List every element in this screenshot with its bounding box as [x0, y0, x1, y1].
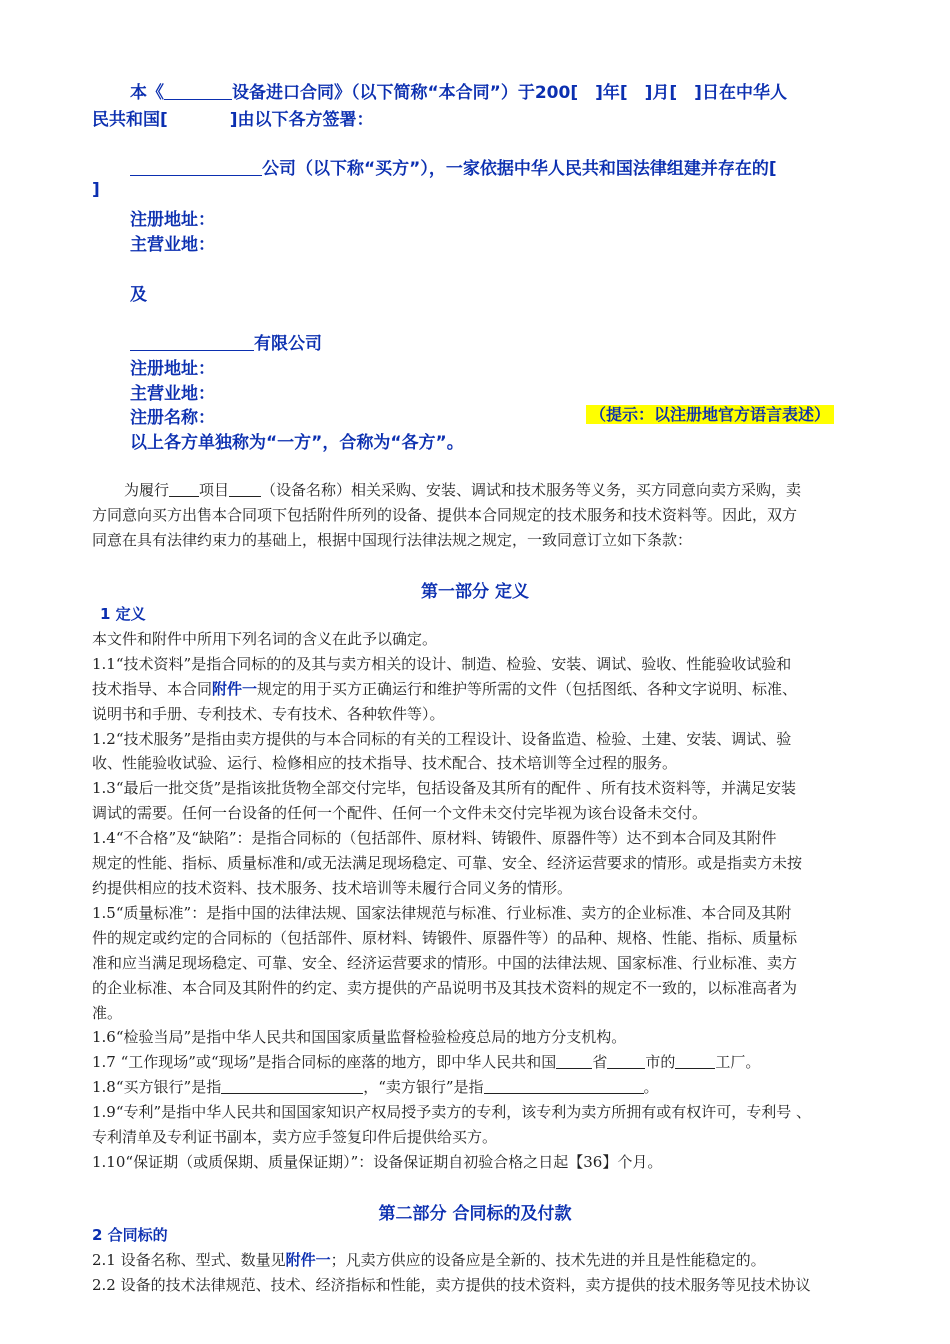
def-line: 调试的需要。任何一台设备的任何一个配件、任何一个文件未交付完毕视为该台设备未交付。	[92, 804, 708, 822]
preamble-line-1: 为履行 项目 （设备名称）相关采购、安装、调试和技术服务等义务，买方同意向卖方采购，卖	[124, 481, 802, 499]
part1-section: 1 定义	[100, 605, 146, 623]
seller-name-line: 有限公司	[130, 329, 322, 354]
def-line: 准。	[92, 1004, 123, 1022]
part2-title: 第二部分 合同标的及付款	[378, 1204, 572, 1224]
def-line: 1.5“质量标准”：是指中国的法律法规、国家法律规范与标准、行业标准、卖方的企业标准、本合同及其附	[92, 904, 792, 922]
clause-2-1: 2.1 设备名称、型式、数量见附件一；凡卖方供应的设备应是全新的、技术先进的并且是性能稳定的。	[92, 1251, 766, 1269]
def-line: 收、性能验收试验、运行、检修相应的技术指导、技术配合、技术培训等全过程的服务。	[92, 754, 678, 772]
def-line: 约提供相应的技术资料、技术服务、技术培训等未履行合同义务的情形。	[92, 879, 573, 897]
intro-line-2: 民共和国[ ]由以下各方签署：	[92, 110, 374, 130]
seller-reg-name: 注册名称：	[130, 408, 215, 428]
buyer-reg-address: 注册地址：	[130, 210, 215, 230]
clause-2-2: 2.2 设备的技术法律规范、技术、经济指标和性能，卖方提供的技术资料，卖方提供的技术服务等见技术协议	[92, 1276, 811, 1294]
preamble-line-3: 同意在具有法律约束力的基础上，根据中国现行法律法规之规定，一致同意订立如下条款：	[92, 531, 693, 549]
def-line: 1.3“最后一批交货”是指该批货物全部交付完毕，包括设备及其所有的配件 、所有技术资料等，并满足安装	[92, 779, 796, 797]
seller-main-business: 主营业地：	[130, 384, 215, 404]
def-line: 技术指导、本合同附件一规定的用于买方正确运行和维护等所需的文件（包括图纸、各种文字说明、标准、	[92, 680, 798, 698]
buyer-line-end: ]	[92, 180, 100, 200]
part2-section: 2 合同标的	[92, 1226, 168, 1244]
def-line: 本文件和附件中所用下列名词的含义在此予以确定。	[92, 630, 438, 648]
def-line: 规定的性能、指标、质量标准和/或无法满足现场稳定、可靠、安全、经济运营要求的情形。或是指卖方未按	[92, 854, 803, 872]
preamble-line-2: 方同意向买方出售本合同项下包括附件所列的设备、提供本合同规定的技术服务和技术资料等。因此，双方	[92, 506, 798, 524]
def-line-site: 1.7 “工作现场”或“现场”是指合同标的座落的地方，即中华人民共和国 省 市的 工厂。	[92, 1053, 761, 1071]
def-line: 1.1“技术资料”是指合同标的的及其与卖方相关的设计、制造、检验、安装、调试、验收、性能验收试验和	[92, 655, 792, 673]
def-line: 1.6“检验当局”是指中华人民共和国国家质量监督检验检疫总局的地方分支机构。	[92, 1028, 627, 1046]
def-line: 1.2“技术服务”是指由卖方提供的与本合同标的有关的工程设计、设备监造、检验、土建、安装、调试、验	[92, 730, 792, 748]
hint-highlight: （提示：以注册地官方语言表述）	[586, 402, 834, 425]
def-line: 1.4“不合格”及“缺陷”：是指合同标的（包括部件、原材料、铸锻件、原器件等）达不到本合同及其附件	[92, 829, 777, 847]
def-line: 件的规定或约定的合同标的（包括部件、原材料、铸锻件、原器件等）的品种、规格、性能、指标、质量标	[92, 929, 798, 947]
buyer-main-business: 主营业地：	[130, 235, 215, 255]
part1-title: 第一部分 定义	[421, 582, 529, 602]
def-line: 准和应当满足现场稳定、可靠、安全、经济运营要求的情形。中国的法律法规、国家标准、行业标准、卖方	[92, 954, 798, 972]
def-line: 说明书和手册、专利技术、专有技术、各种软件等）。	[92, 705, 445, 723]
seller-reg-address: 注册地址：	[130, 359, 215, 379]
def-line-banks: 1.8“买方银行”是指 ，“卖方银行”是指 。	[92, 1078, 659, 1096]
and-text: 及	[130, 285, 147, 305]
def-line: 专利清单及专利证书副本，卖方应手签复印件后提供给买方。	[92, 1128, 498, 1146]
intro-line-1: 本《 设备进口合同》（以下简称“本合同”）于200[ ]年[ ]月[ ]日在中华人	[130, 83, 787, 103]
buyer-line: 公司（以下称“买方”），一家依据中华人民共和国法律组建并存在的[	[130, 154, 777, 179]
def-line: 1.10“保证期（或质保期、质量保证期）”：设备保证期自初验合格之日起【36】个月。	[92, 1153, 663, 1171]
parties-definition: 以上各方单独称为“一方”，合称为“各方”。	[130, 433, 464, 453]
def-line: 1.9“专利”是指中华人民共和国国家知识产权局授予卖方的专利，该专利为卖方所拥有或有权许可，专利号 、	[92, 1103, 811, 1121]
def-line: 的企业标准、本合同及其附件的约定、卖方提供的产品说明书及其技术资料的规定不一致的，以标准高者为	[92, 979, 798, 997]
